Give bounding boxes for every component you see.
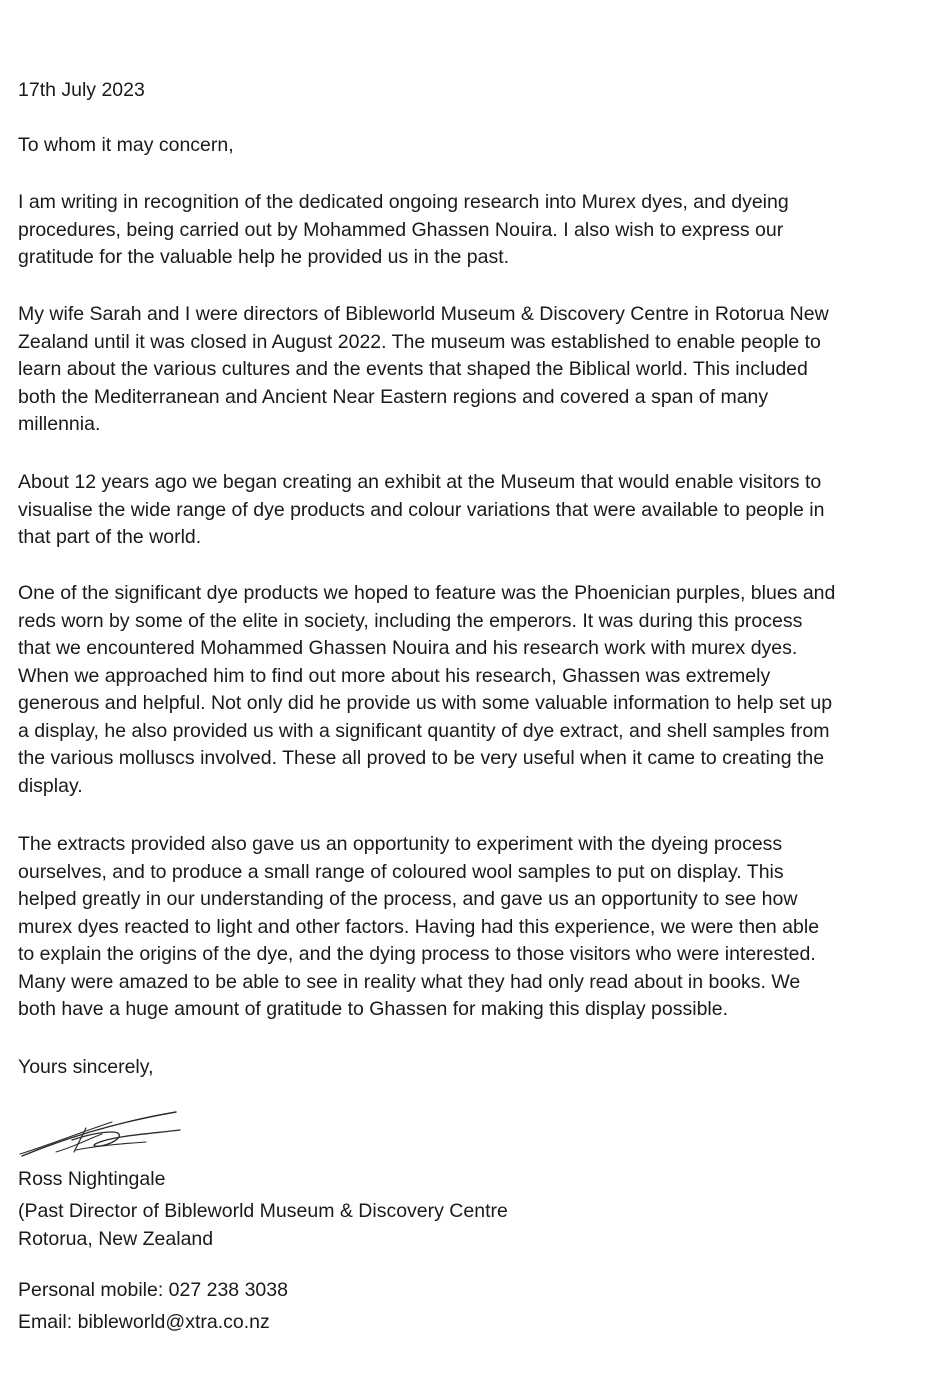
- contact-mobile: Personal mobile: 027 238 3038: [18, 1279, 288, 1301]
- contact-email: Email: bibleworld@xtra.co.nz: [18, 1311, 270, 1333]
- handwritten-signature-icon: [16, 1106, 186, 1162]
- signer-title: (Past Director of Bibleworld Museum & Discovery Centre: [18, 1200, 508, 1222]
- paragraph-exhibit: About 12 years ago we began creating an exhibit at the Museum that would enable visitors to visualise the wide range of dye products and colour variations that were available to people in that part of the world.: [18, 471, 825, 548]
- paragraph-extracts: The extracts provided also gave us an opportunity to experiment with the dyeing process ourselves, and to produce a small range of coloured wool samples to put on display. This helped greatly in our understanding of the process, and gave us an opportunity to see how murex dyes reacted to light and other factors. Having had this experience, we were then able to explain the origins of the dye, and the dying process to those visitors who were interested. Many were amazed to be able to see in reality what they had only read about in books. We both have a huge amount of gratitude to Ghassen for making this display possible.: [18, 833, 820, 1020]
- closing: Yours sincerely,: [18, 1056, 154, 1078]
- letter-date: 17th July 2023: [18, 79, 145, 101]
- signer-location: Rotorua, New Zealand: [18, 1228, 214, 1250]
- paragraph-phoenician-dyes: One of the significant dye products we hoped to feature was the Phoenician purples, blues and reds worn by some of the elite in society, including the emperors. It was during this process that we encountered Mohammed Ghassen Nouira and his research work with murex dyes. When we approached him to find out more about his research, Ghassen was extremely generous and helpful. Not only did he provide us with some valuable information to help set up a display, he also provided us with a significant quantity of dye extract, and shell samples from the various molluscs involved. These all proved to be very useful when it came to creating the display.: [18, 582, 836, 797]
- signer-name: Ross Nightingale: [18, 1168, 166, 1190]
- paragraph-museum: My wife Sarah and I were directors of Bibleworld Museum & Discovery Centre in Rotorua New Zealand until it was closed in August 2022. The museum was established to enable people to learn about the various cultures and the events that shaped the Biblical world. This included both the Mediterranean and Ancient Near Eastern regions and covered a span of many millennia.: [18, 303, 829, 435]
- salutation: To whom it may concern,: [18, 134, 234, 156]
- paragraph-intro: I am writing in recognition of the dedicated ongoing research into Murex dyes, and dyeing procedures, being carried out by Mohammed Ghassen Nouira. I also wish to express our gratitude for the valuable help he provided us in the past.: [18, 191, 789, 268]
